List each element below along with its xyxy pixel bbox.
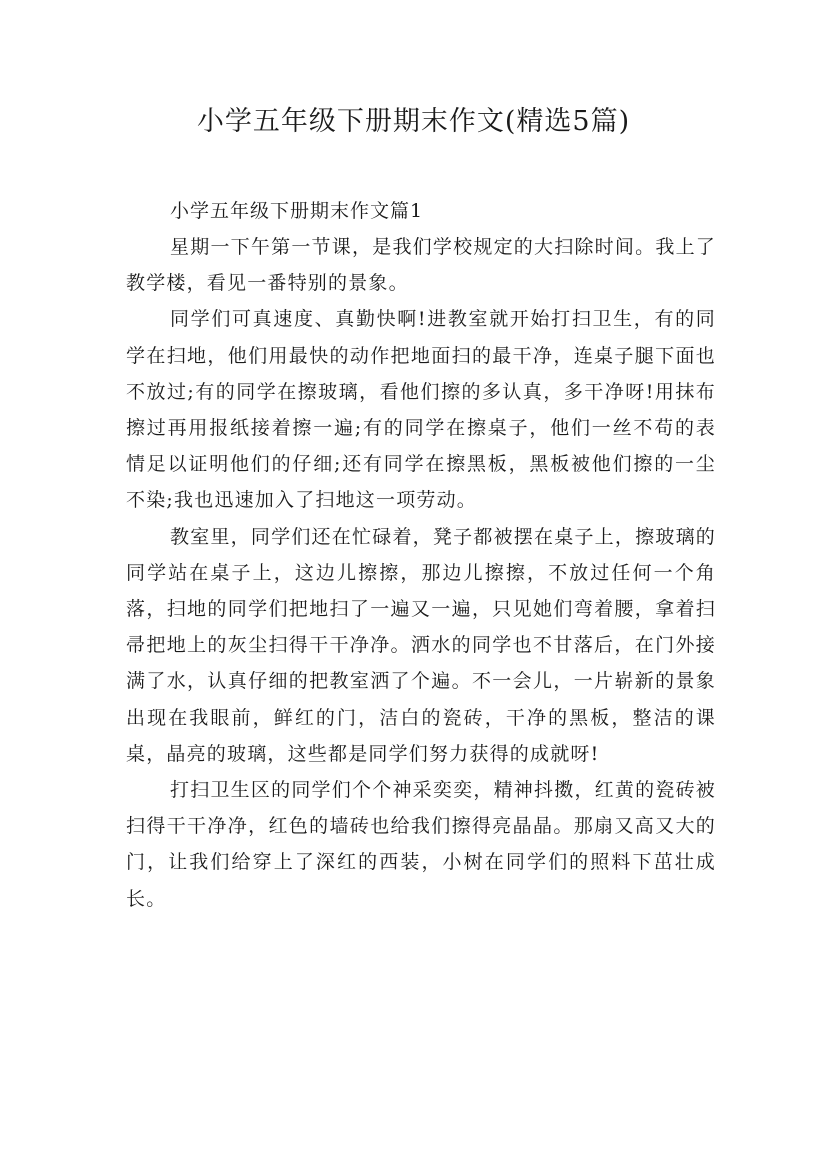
document-body [126,194,716,917]
section-heading: 小学五年级下册期末作文篇1 [170,200,424,222]
paragraph-2: 同学们可真速度、真勤快啊!进教室就开始打扫卫生，有的同学在扫地，他们用最快的动作把地面扫的最干净，连桌子腿下面也不放过;有的同学在擦玻璃，看他们擦的多认真，多干净呀!用抹布擦过再用报纸接着擦一遍;有的同学在擦桌子，他们一丝不苟的表情足以证明他们的仔细;还有同学在擦黑板，黑板被他们擦的一尘不染;我也迅速加入了扫地这一项劳动。 [126,308,716,512]
paragraph-3: 教室里，同学们还在忙碌着，凳子都被摆在桌子上，擦玻璃的同学站在桌子上，这边儿擦擦，那边儿擦擦，不放过任何一个角落，扫地的同学们把地扫了一遍又一遍，只见她们弯着腰，拿着扫帚把地上的灰尘扫得干干净净。洒水的同学也不甘落后，在门外接满了水，认真仔细的把教室洒了个遍。不一会儿，一片崭新的景象出现在我眼前，鲜红的门，洁白的瓷砖，干净的黑板，整洁的课桌，晶亮的玻璃，这些都是同学们努力获得的成就呀! [126,525,716,765]
paragraph-1: 星期一下午第一节课，是我们学校规定的大扫除时间。我上了教学楼，看见一番特别的景象。 [126,236,716,295]
document-title: 小学五年级下册期末作文(精选5篇) [196,106,631,137]
paragraph-4: 打扫卫生区的同学们个个神采奕奕，精神抖擞，红黄的瓷砖被扫得干干净净，红色的墙砖也给我们擦得亮晶晶。那扇又高又大的门，让我们给穿上了深红的西装，小树在同学们的照料下茁壮成长。 [126,779,716,910]
